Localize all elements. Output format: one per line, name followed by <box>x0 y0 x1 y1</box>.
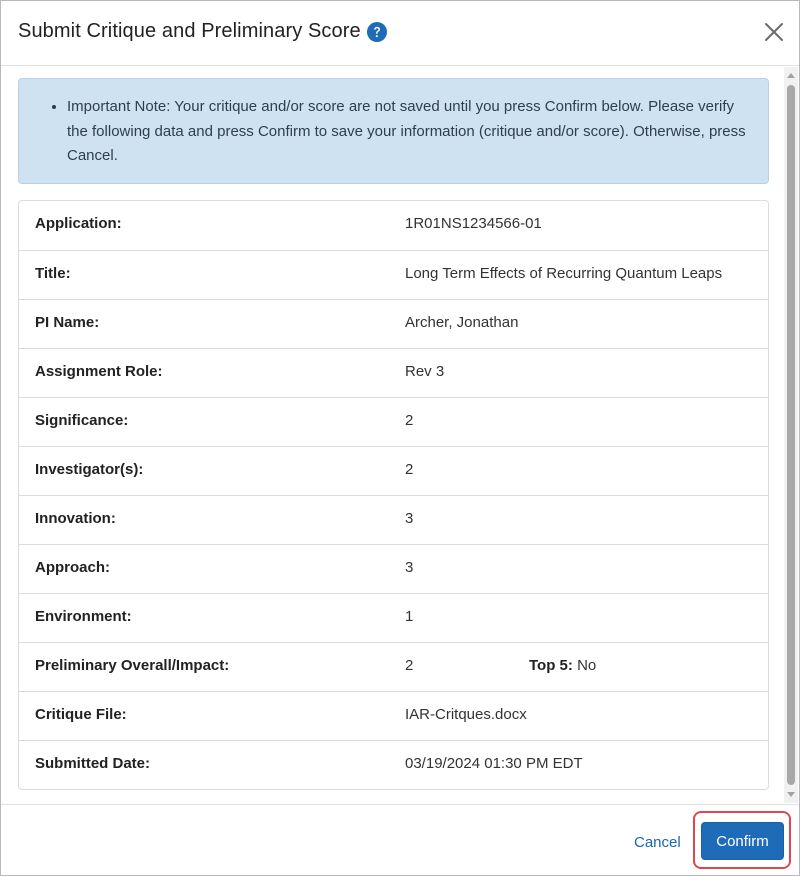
title-value: Long Term Effects of Recurring Quantum Leaps <box>405 265 723 282</box>
investigators-label: Investigator(s): <box>35 461 144 478</box>
confirm-button[interactable]: Confirm <box>701 822 784 860</box>
row-application <box>19 201 768 250</box>
significance-value: 2 <box>405 412 414 429</box>
overall-impact-label: Preliminary Overall/Impact: <box>35 657 230 674</box>
approach-label: Approach: <box>35 559 110 576</box>
row-environment <box>19 593 768 642</box>
row-investigators <box>19 446 768 495</box>
row-significance <box>19 397 768 446</box>
row-submitted-date <box>19 740 768 789</box>
environment-value: 1 <box>405 608 414 625</box>
close-button[interactable] <box>763 21 785 43</box>
question-circle-icon[interactable] <box>367 22 387 42</box>
scroll-down-arrow-icon[interactable] <box>787 792 795 797</box>
assignment-role-value: Rev 3 <box>405 363 445 380</box>
pi-name-value: Archer, Jonathan <box>405 314 519 331</box>
submitted-date-label: Submitted Date: <box>35 755 151 772</box>
modal-footer <box>1 804 799 876</box>
approach-value: 3 <box>405 559 414 576</box>
application-value: 1R01NS1234566-01 <box>405 215 542 232</box>
innovation-label: Innovation: <box>35 510 116 527</box>
alert-note: • Important Note: Your critique and/or score are not saved until you press Confirm below. Please verify the following data and press Confirm to save your information (critique and/or score). Otherwise, press Cancel. <box>67 95 747 169</box>
top5-field <box>529 657 596 674</box>
critique-file-label: Critique File: <box>35 706 127 723</box>
environment-label: Environment: <box>35 608 132 625</box>
cancel-button[interactable]: Cancel <box>634 834 681 851</box>
significance-label: Significance: <box>35 412 129 429</box>
overall-impact-value: 2 <box>405 657 414 674</box>
modal-title-text: Submit Critique and Preliminary Score <box>18 20 361 42</box>
row-innovation <box>19 495 768 544</box>
row-approach <box>19 544 768 593</box>
title-label: Title: <box>35 265 71 282</box>
top5-label: Top 5: <box>529 657 573 674</box>
assignment-role-label: Assignment Role: <box>35 363 163 380</box>
investigators-value: 2 <box>405 461 414 478</box>
modal-title <box>18 20 387 43</box>
modal-body <box>1 67 785 803</box>
modal-scrollbar[interactable] <box>784 67 798 803</box>
row-critique-file <box>19 691 768 740</box>
row-overall-impact <box>19 642 768 691</box>
innovation-value: 3 <box>405 510 414 527</box>
submission-details-table <box>18 200 769 790</box>
critique-file-value: IAR-Critques.docx <box>405 706 527 723</box>
important-note-alert <box>18 78 769 184</box>
alert-list <box>67 95 747 169</box>
pi-name-label: PI Name: <box>35 314 100 331</box>
scroll-up-arrow-icon[interactable] <box>787 73 795 78</box>
row-assignment-role <box>19 348 768 397</box>
scroll-thumb[interactable] <box>787 85 795 785</box>
row-pi-name <box>19 299 768 348</box>
application-label: Application: <box>35 215 122 232</box>
close-icon <box>763 21 785 43</box>
row-title <box>19 250 768 299</box>
top5-value: No <box>577 657 597 674</box>
submitted-date-value: 03/19/2024 01:30 PM EDT <box>405 755 583 772</box>
modal-header <box>1 1 799 66</box>
